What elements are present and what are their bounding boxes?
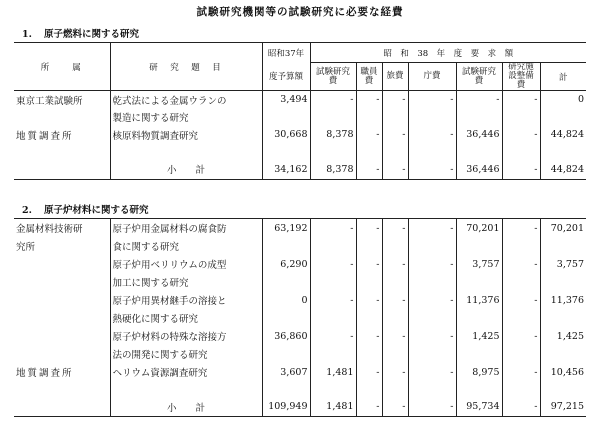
- budget-table-2: [14, 218, 586, 417]
- row-topic-line2: 食に関する研究: [110, 238, 262, 255]
- subtotal-row: [14, 160, 586, 180]
- cell-a: 1,481: [310, 398, 356, 417]
- cell-b: -: [356, 160, 382, 180]
- table-row: [14, 91, 586, 109]
- table-row: [14, 363, 586, 382]
- table-row: [14, 219, 586, 238]
- header-e: 試験研究費: [456, 63, 502, 91]
- table-row: [14, 291, 586, 310]
- cell-b: -: [356, 327, 382, 346]
- cell-d: -: [408, 160, 456, 180]
- cell-f: -: [502, 327, 540, 346]
- cell-f: -: [502, 255, 540, 274]
- cell-a: 1,481: [310, 363, 356, 382]
- cell-g: 11,376: [540, 291, 586, 310]
- header-s37b: 度予算額: [262, 63, 310, 91]
- row-topic-line2: 熱硬化に関する研究: [110, 310, 262, 327]
- header-a: 試験研究費: [310, 63, 356, 91]
- table-row: [14, 126, 586, 144]
- cell-e: 70,201: [456, 219, 502, 238]
- cell-e: 3,757: [456, 255, 502, 274]
- page-title: 試験研究機関等の試験研究に必要な経費: [196, 6, 404, 18]
- row-topic: 原子炉用ベリリウムの成型: [110, 255, 262, 274]
- cell-a: -: [310, 327, 356, 346]
- cell-f: -: [502, 291, 540, 310]
- subtotal-label: 小 計: [110, 160, 262, 180]
- row-topic: ヘリウム資源調査研究: [110, 363, 262, 382]
- row-topic-line2: 製造に関する研究: [110, 109, 262, 126]
- cell-s37: 36,860: [262, 327, 310, 346]
- cell-a: -: [310, 91, 356, 109]
- row-topic: 原子炉用異材継手の溶接と: [110, 291, 262, 310]
- cell-a: -: [310, 219, 356, 238]
- cell-b: -: [356, 291, 382, 310]
- row-topic-line2: 法の開発に関する研究: [110, 346, 262, 363]
- cell-d: -: [408, 363, 456, 382]
- cell-c: -: [382, 398, 408, 417]
- cell-c: -: [382, 160, 408, 180]
- header-f: 研究施設整備費: [502, 63, 540, 91]
- cell-f: -: [502, 398, 540, 417]
- cell-b: -: [356, 126, 382, 144]
- cell-c: -: [382, 126, 408, 144]
- cell-g: 10,456: [540, 363, 586, 382]
- cell-s37: 6,290: [262, 255, 310, 274]
- header-topic: 研 究 題 目: [110, 43, 262, 91]
- row-org: 東京工業試験所: [16, 95, 83, 107]
- cell-a: 8,378: [310, 160, 356, 180]
- cell-e: 1,425: [456, 327, 502, 346]
- subtotal-label: 小 計: [110, 398, 262, 417]
- cell-e: 36,446: [456, 160, 502, 180]
- row-org: 金属材料技術研: [16, 224, 83, 236]
- section-2-heading: 2. 原子炉材料に関する研究: [22, 205, 149, 216]
- cell-s37: 63,192: [262, 219, 310, 238]
- row-org-line2: 究所: [16, 242, 36, 253]
- cell-a: -: [310, 291, 356, 310]
- cell-f: -: [502, 91, 540, 109]
- table-row-continued: [14, 109, 586, 126]
- row-topic-line2: 加工に関する研究: [110, 274, 262, 291]
- header-org: 所 属: [40, 62, 83, 73]
- row-org: 地質調査所: [16, 368, 74, 379]
- cell-d: -: [408, 291, 456, 310]
- cell-d: -: [408, 126, 456, 144]
- budget-table-1: [14, 42, 586, 180]
- cell-b: -: [356, 91, 382, 109]
- header-s37: 昭和37年: [262, 43, 310, 63]
- cell-f: -: [502, 363, 540, 382]
- cell-f: -: [502, 126, 540, 144]
- table-row: [14, 327, 586, 346]
- cell-g: 44,824: [540, 126, 586, 144]
- header-g: 計: [540, 63, 586, 91]
- cell-b: -: [356, 398, 382, 417]
- row-org: 地質調査所: [16, 130, 74, 142]
- cell-g: 1,425: [540, 327, 586, 346]
- header-group: 昭 和 38 年 度 要 求 額: [310, 43, 586, 63]
- row-topic: 乾式法による金属ウランの: [110, 91, 262, 109]
- cell-c: -: [382, 91, 408, 109]
- cell-e: 36,446: [456, 126, 502, 144]
- cell-d: -: [408, 219, 456, 238]
- cell-d: -: [408, 255, 456, 274]
- cell-b: -: [356, 219, 382, 238]
- cell-s37: 109,949: [262, 398, 310, 417]
- cell-b: -: [356, 255, 382, 274]
- cell-d: -: [408, 398, 456, 417]
- cell-f: -: [502, 219, 540, 238]
- cell-e: -: [456, 91, 502, 109]
- cell-s37: 0: [262, 291, 310, 310]
- cell-g: 97,215: [540, 398, 586, 417]
- header-b: 職員費: [356, 63, 382, 91]
- subtotal-row: [14, 398, 586, 417]
- header-c: 旅費: [382, 63, 408, 91]
- cell-s37: 3,607: [262, 363, 310, 382]
- cell-e: 8,975: [456, 363, 502, 382]
- cell-d: -: [408, 91, 456, 109]
- header-d: 庁費: [408, 63, 456, 91]
- cell-s37: 3,494: [262, 91, 310, 109]
- cell-g: 3,757: [540, 255, 586, 274]
- cell-f: -: [502, 160, 540, 180]
- table-row: [14, 255, 586, 274]
- cell-c: -: [382, 255, 408, 274]
- cell-g: 0: [540, 91, 586, 109]
- row-topic: 原子炉材料の特殊な溶接方: [110, 327, 262, 346]
- section-1-heading: 1. 原子燃料に関する研究: [22, 29, 140, 40]
- cell-c: -: [382, 327, 408, 346]
- cell-b: -: [356, 363, 382, 382]
- cell-d: -: [408, 327, 456, 346]
- cell-a: -: [310, 255, 356, 274]
- cell-c: -: [382, 363, 408, 382]
- cell-g: 70,201: [540, 219, 586, 238]
- cell-s37: 30,668: [262, 126, 310, 144]
- cell-g: 44,824: [540, 160, 586, 180]
- cell-e: 95,734: [456, 398, 502, 417]
- cell-a: 8,378: [310, 126, 356, 144]
- cell-s37: 34,162: [262, 160, 310, 180]
- cell-c: -: [382, 291, 408, 310]
- cell-e: 11,376: [456, 291, 502, 310]
- row-topic: 原子炉用金属材料の腐食防: [110, 219, 262, 238]
- cell-c: -: [382, 219, 408, 238]
- row-topic: 核原料物質調査研究: [110, 126, 262, 144]
